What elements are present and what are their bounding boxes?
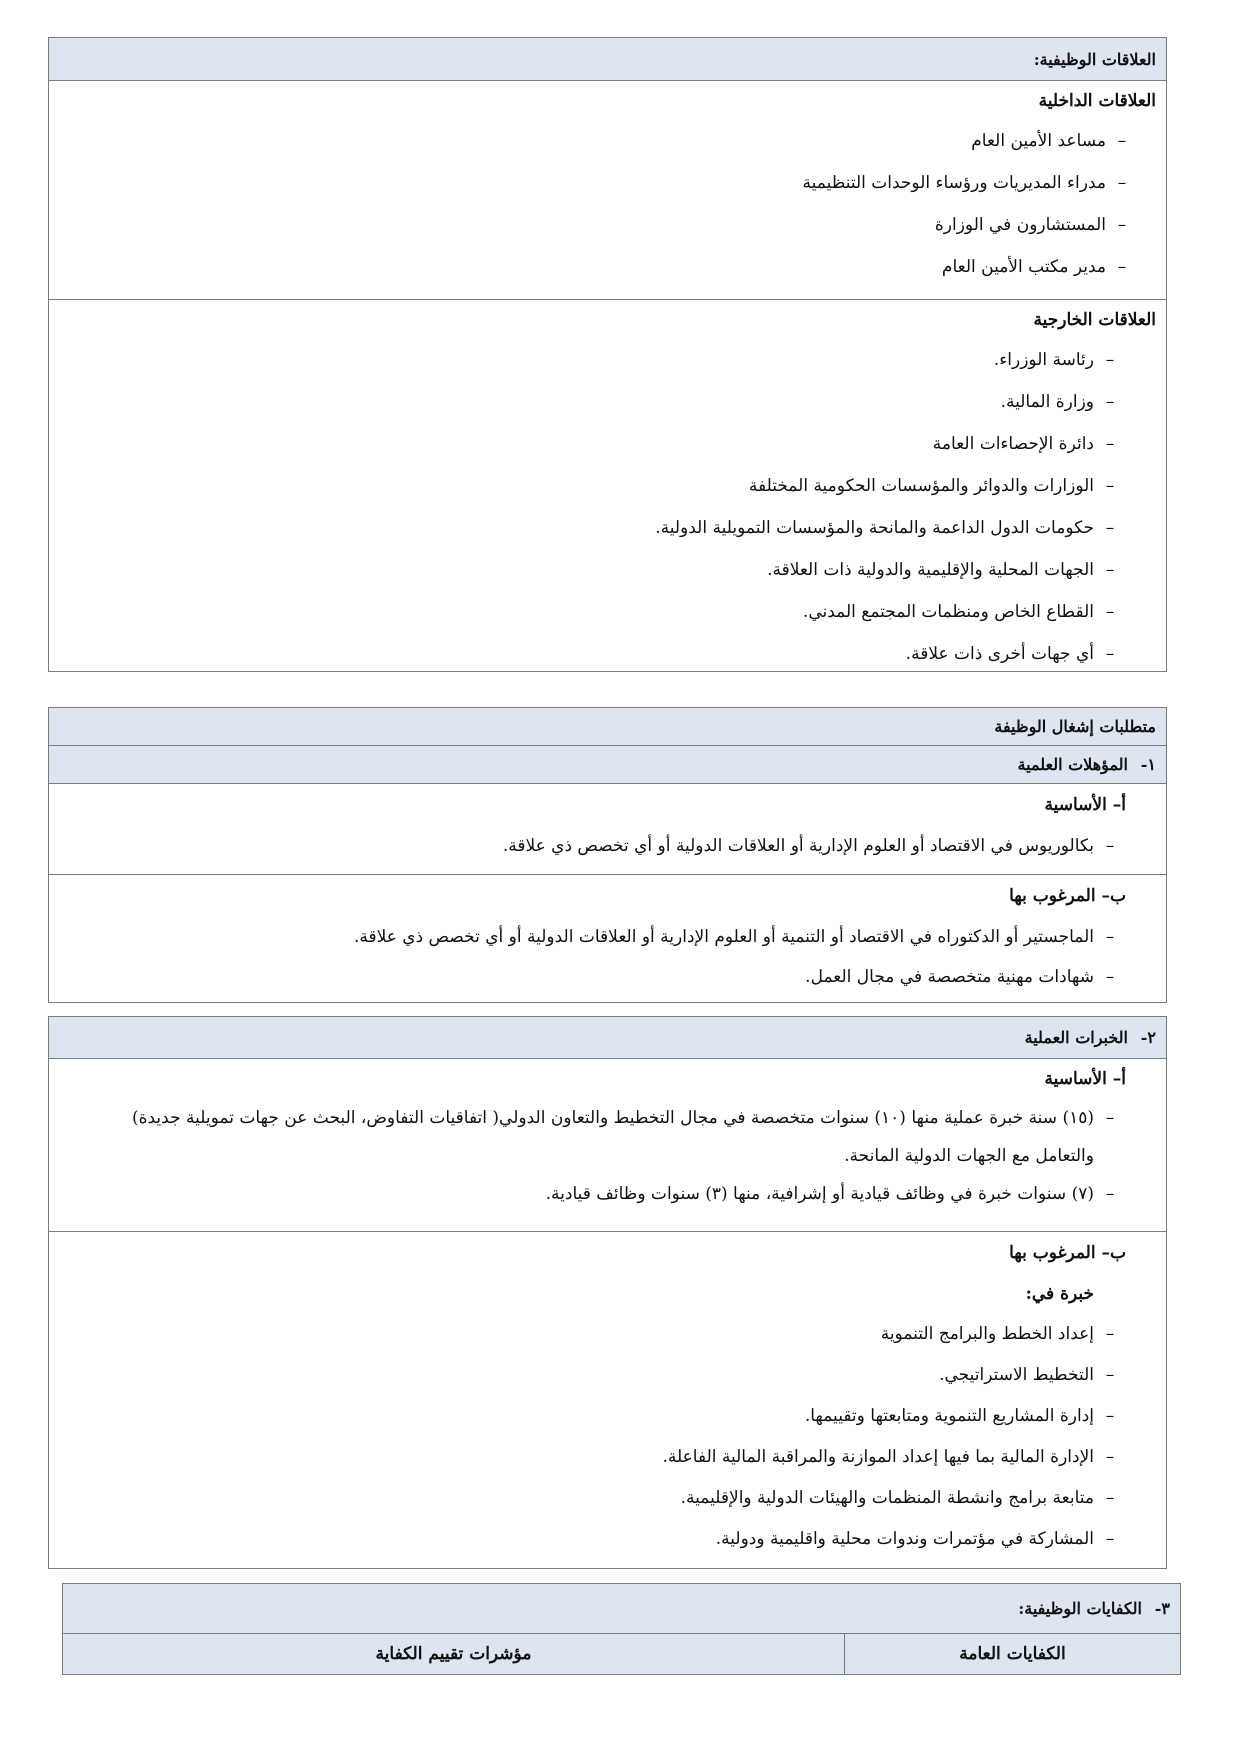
job-requirements-table (48, 707, 1167, 1003)
bullet-dash: – (1105, 1324, 1115, 1344)
experience-basic-title: أ– الأساسية (1044, 1069, 1126, 1089)
external-relation-item (49, 382, 1126, 424)
experience-title: الخبرات العملية (1024, 1028, 1128, 1047)
external-relation-item-text: دائرة الإحصاءات العامة (932, 434, 1094, 454)
experience-preferred-item-text: إعداد الخطط والبرامج التنموية (880, 1324, 1094, 1344)
qualifications-header (49, 746, 1166, 784)
internal-relation-item-text: المستشارون في الوزارة (934, 215, 1106, 235)
bullet-dash: – (1105, 1184, 1115, 1204)
bullet-dash: – (1105, 1529, 1115, 1549)
bullet-dash: – (1105, 644, 1115, 664)
experience-preferred-item-text: الإدارة المالية بما فيها إعداد الموازنة والمراقبة المالية الفاعلة. (662, 1447, 1094, 1467)
bullet-dash: – (1105, 602, 1115, 622)
external-relation-item (49, 634, 1126, 676)
experience-basic-item-text: (١٥) سنة خبرة عملية منها (١٠) سنوات متخصصة في مجال التخطيط والتعاون الدولي( اتفاقيات التفاوض، البحث عن جهات تمويلية جديدة) والتعامل مع الجهات الدولية المانحة. (131, 1108, 1094, 1166)
external-relation-item-text: وزارة المالية. (1000, 392, 1094, 412)
experience-preferred-item-text: إدارة المشاريع التنموية ومتابعتها وتقييمها. (804, 1406, 1094, 1426)
bullet-dash: – (1105, 927, 1115, 947)
internal-relation-item (49, 247, 1138, 289)
qualification-preferred-item (49, 917, 1126, 957)
qualifications-preferred-list (49, 917, 1126, 997)
external-relations-title: العلاقات الخارجية (1033, 310, 1156, 330)
bullet-dash: – (1105, 1108, 1115, 1128)
competencies-title: الكفايات الوظيفية: (1018, 1599, 1142, 1618)
qualification-basic-item-text: بكالوريوس في الاقتصاد أو العلوم الإدارية أو العلاقات الدولية أو أي تخصص ذي علاقة. (502, 836, 1094, 856)
experience-preferred-item (49, 1314, 1126, 1355)
bullet-dash: – (1117, 173, 1127, 193)
qualifications-preferred-title: ب– المرغوب بها (1009, 886, 1126, 906)
bullet-dash: – (1105, 560, 1115, 580)
external-relation-item-text: القطاع الخاص ومنظمات المجتمع المدني. (802, 602, 1094, 622)
bullet-dash: – (1105, 434, 1115, 454)
external-relation-item-text: الوزارات والدوائر والمؤسسات الحكومية المختلفة (748, 476, 1094, 496)
external-relation-item-text: حكومات الدول الداعمة والمانحة والمؤسسات التمويلية الدولية. (655, 518, 1094, 538)
experience-preferred-cell (49, 1231, 1166, 1568)
col-competency-indicators (63, 1634, 844, 1674)
qualification-basic-item (49, 826, 1126, 866)
col-indicators-label: مؤشرات تقييم الكفاية (375, 1644, 532, 1664)
experience-in-label: خبرة في: (1025, 1284, 1094, 1304)
internal-relations-cell (49, 81, 1166, 299)
experience-preferred-item (49, 1478, 1126, 1519)
qualifications-basic-list (49, 826, 1126, 866)
bullet-dash: – (1105, 967, 1115, 987)
experience-basic-item-text: (٧) سنوات خبرة في وظائف قيادية أو إشرافية، منها (٣) سنوات وظائف قيادية. (545, 1184, 1094, 1204)
functional-relations-table (48, 37, 1167, 672)
qualifications-number: ١- (1140, 755, 1156, 774)
external-relations-list (49, 340, 1166, 676)
experience-preferred-item (49, 1519, 1126, 1560)
job-requirements-title: متطلبات إشغال الوظيفة (994, 717, 1156, 736)
bullet-dash: – (1117, 257, 1127, 277)
bullet-dash: – (1105, 836, 1115, 856)
experience-preferred-item (49, 1437, 1126, 1478)
bullet-dash: – (1105, 350, 1115, 370)
qualification-preferred-item-text: شهادات مهنية متخصصة في مجال العمل. (805, 967, 1094, 987)
external-relation-item-text: الجهات المحلية والإقليمية والدولية ذات العلاقة. (767, 560, 1094, 580)
qualification-preferred-item (49, 957, 1126, 997)
qualifications-basic-cell (49, 784, 1166, 874)
qualification-preferred-item-text: الماجستير أو الدكتوراه في الاقتصاد أو التنمية أو العلوم الإدارية أو العلاقات الدولية أو أي تخصص ذي علاقة. (353, 927, 1094, 947)
col-general-competencies (844, 1634, 1180, 1674)
experience-header (49, 1017, 1166, 1059)
experience-preferred-item-text: متابعة برامج وانشطة المنظمات والهيئات الدولية والإقليمية. (680, 1488, 1094, 1508)
bullet-dash: – (1105, 392, 1115, 412)
functional-relations-header (49, 38, 1166, 81)
internal-relation-item (49, 205, 1138, 247)
experience-preferred-item-text: التخطيط الاستراتيجي. (939, 1365, 1094, 1385)
job-requirements-header (49, 708, 1166, 746)
experience-preferred-item (49, 1355, 1126, 1396)
col-general-label: الكفايات العامة (959, 1644, 1066, 1664)
external-relation-item (49, 550, 1126, 592)
external-relation-item-text: رئاسة الوزراء. (993, 350, 1094, 370)
bullet-dash: – (1105, 476, 1115, 496)
competencies-header (63, 1584, 1180, 1634)
internal-relation-item-text: مساعد الأمين العام (971, 131, 1106, 151)
bullet-dash: – (1117, 215, 1127, 235)
experience-number: ٢- (1140, 1028, 1156, 1047)
external-relations-cell (49, 299, 1166, 671)
experience-basic-cell (49, 1059, 1166, 1231)
experience-preferred-list (49, 1314, 1126, 1560)
bullet-dash: – (1105, 1447, 1115, 1467)
qualifications-title: المؤهلات العلمية (1017, 755, 1128, 774)
competencies-table (62, 1583, 1181, 1675)
qualifications-preferred-cell (49, 874, 1166, 1002)
external-relation-item (49, 424, 1126, 466)
functional-relations-title: العلاقات الوظيفية: (1033, 49, 1156, 69)
internal-relation-item (49, 121, 1138, 163)
bullet-dash: – (1105, 1406, 1115, 1426)
external-relation-item-text: أي جهات أخرى ذات علاقة. (905, 644, 1094, 664)
internal-relation-item (49, 163, 1138, 205)
bullet-dash: – (1105, 1365, 1115, 1385)
internal-relations-list (49, 121, 1166, 289)
internal-relations-title: العلاقات الداخلية (1038, 91, 1156, 111)
experience-preferred-item-text: المشاركة في مؤتمرات وندوات محلية واقليمية ودولية. (715, 1529, 1094, 1549)
internal-relation-item-text: مدراء المديريات ورؤساء الوحدات التنظيمية (802, 173, 1106, 193)
internal-relation-item-text: مدير مكتب الأمين العام (941, 257, 1106, 277)
experience-basic-item (89, 1175, 1126, 1213)
external-relation-item (49, 340, 1126, 382)
experience-basic-item (89, 1099, 1126, 1175)
external-relation-item (49, 466, 1126, 508)
experience-preferred-item (49, 1396, 1126, 1437)
experience-table (48, 1016, 1167, 1569)
experience-basic-list (89, 1099, 1126, 1213)
bullet-dash: – (1105, 518, 1115, 538)
competencies-number: ٣- (1154, 1599, 1170, 1618)
competencies-columns-row (63, 1634, 1180, 1674)
external-relation-item (49, 508, 1126, 550)
experience-preferred-title: ب– المرغوب بها (1009, 1243, 1126, 1263)
qualifications-basic-title: أ– الأساسية (1044, 795, 1126, 815)
external-relation-item (49, 592, 1126, 634)
bullet-dash: – (1105, 1488, 1115, 1508)
bullet-dash: – (1117, 131, 1127, 151)
